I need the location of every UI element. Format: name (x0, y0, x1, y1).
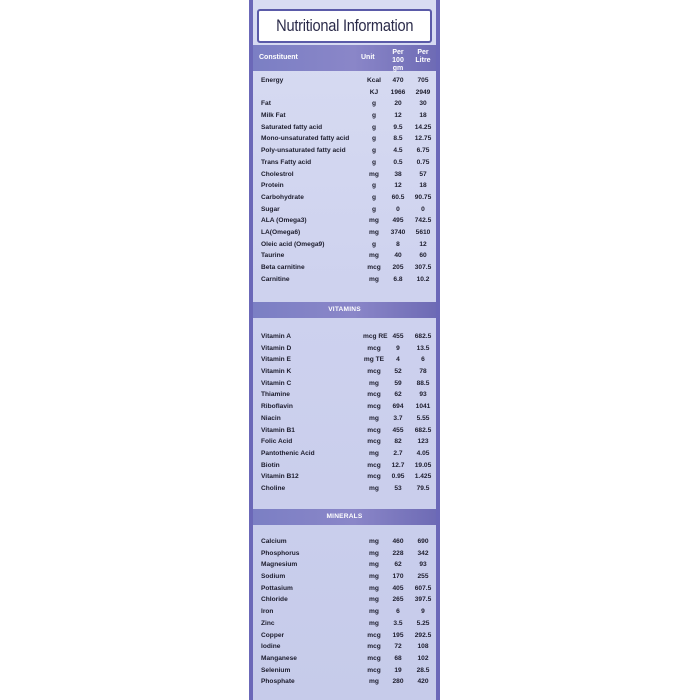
nutrition-panel (249, 0, 440, 700)
value-per-100gm: 170 (392, 573, 404, 581)
nutrient-name: Energy (261, 77, 284, 84)
value-per-litre: 682.5 (414, 426, 432, 434)
nutrient-name: Beta carnitine (261, 264, 305, 271)
value-per-100gm: 62 (394, 391, 402, 399)
nutrient-unit: mcg RE (363, 333, 388, 340)
nutrient-unit: mcg (367, 368, 381, 376)
value-per-100gm: 68 (394, 654, 402, 662)
value-per-litre: 307.5 (414, 264, 432, 271)
nutrient-unit: mcg (367, 473, 381, 481)
value-per-100gm: 12 (394, 112, 402, 120)
value-per-100gm: 0.95 (391, 473, 405, 481)
value-per-100gm: 1966 (390, 88, 406, 96)
nutrient-name: Milk Fat (261, 112, 286, 120)
nutrient-unit: g (371, 112, 377, 120)
nutrient-name: Vitamin E (261, 356, 291, 364)
header-unit: Unit (361, 54, 375, 61)
nutrient-unit: mg (369, 549, 379, 557)
value-per-100gm: 228 (392, 549, 404, 557)
value-per-litre: 10.2 (416, 275, 430, 283)
nutrient-name: Vitamin B1 (261, 426, 295, 434)
value-per-litre: 6 (421, 356, 425, 364)
value-per-litre: 1041 (415, 403, 431, 411)
value-per-litre: 14.25 (414, 123, 432, 131)
nutrient-unit: g (371, 240, 377, 248)
value-per-100gm: 2.7 (393, 449, 403, 457)
nutrient-unit: g (371, 193, 377, 201)
table-row (253, 274, 436, 286)
value-per-100gm: 4 (396, 356, 400, 364)
nutrient-name: LA(Omega6) (261, 228, 301, 236)
table-row (253, 448, 436, 460)
table-row (253, 354, 436, 366)
nutrient-unit: mg (369, 275, 379, 283)
table-row (253, 192, 436, 204)
nutrient-name: Niacin (261, 414, 281, 422)
value-per-100gm: 72 (394, 643, 402, 651)
value-per-100gm: 6 (396, 608, 400, 616)
nutrient-name: Carbohydrate (261, 193, 304, 201)
value-per-100gm: 3.5 (393, 619, 403, 627)
nutrient-name: Carnitine (261, 275, 290, 283)
value-per-100gm: 53 (394, 484, 402, 492)
nutrient-name: Thiamine (261, 391, 290, 399)
table-row (253, 378, 436, 390)
value-per-100gm: 19 (394, 666, 402, 674)
value-per-litre: 9 (421, 608, 425, 616)
nutrient-unit: mg (369, 449, 379, 457)
value-per-100gm: 82 (394, 438, 402, 446)
table-row (253, 366, 436, 378)
nutrient-unit: mg (369, 484, 379, 492)
nutrient-name: Saturated fatty acid (261, 123, 323, 131)
value-per-litre: 12.75 (414, 135, 432, 143)
nutrient-name: Vitamin B12 (261, 473, 299, 481)
table-row (253, 110, 436, 122)
value-per-litre: 12 (419, 240, 427, 248)
minerals-list (253, 536, 436, 688)
value-per-litre: 18 (419, 182, 427, 190)
value-per-100gm: 265 (392, 596, 404, 604)
value-per-100gm: 0 (396, 205, 400, 213)
nutrient-name: Poly-unsaturated fatty acid (261, 147, 346, 155)
value-per-100gm: 280 (392, 678, 404, 686)
nutrient-unit: mcg (367, 403, 381, 411)
value-per-100gm: 52 (394, 368, 402, 376)
nutrient-name: Manganese (261, 654, 297, 662)
value-per-litre: 88.5 (416, 379, 430, 387)
table-row (253, 331, 436, 343)
value-per-litre: 607.5 (414, 584, 432, 592)
value-per-litre: 108 (417, 643, 429, 651)
value-per-100gm: 8.5 (393, 135, 403, 143)
value-per-100gm: 470 (392, 77, 404, 84)
table-row (253, 215, 436, 227)
value-per-litre: 60 (419, 252, 427, 260)
table-row (253, 401, 436, 413)
value-per-100gm: 455 (392, 426, 404, 434)
value-per-100gm: 59 (394, 379, 402, 387)
table-row (253, 389, 436, 401)
value-per-100gm: 60.5 (391, 193, 405, 201)
value-per-litre: 5.25 (416, 619, 430, 627)
table-row (253, 87, 436, 99)
nutrient-name: Vitamin D (261, 344, 292, 352)
value-per-100gm: 9 (396, 344, 400, 352)
table-row (253, 676, 436, 688)
nutrient-name: Pantothenic Acid (261, 449, 315, 457)
nutrient-name: Vitamin K (261, 368, 292, 376)
table-row (253, 169, 436, 181)
vitamins-list (253, 331, 436, 495)
value-per-litre: 13.5 (416, 344, 430, 352)
nutrient-name: Iron (261, 608, 274, 616)
nutrient-unit: mg (369, 584, 379, 592)
nutrient-unit: mcg (367, 461, 381, 469)
nutrient-name: Protein (261, 182, 284, 190)
value-per-litre: 397.5 (414, 596, 432, 604)
value-per-litre: 0.75 (416, 158, 430, 166)
nutrient-unit: mg (369, 170, 379, 178)
nutrient-unit: mcg (367, 631, 381, 639)
value-per-100gm: 6.8 (393, 275, 403, 283)
value-per-litre: 292.5 (414, 631, 432, 639)
table-row (253, 239, 436, 251)
nutrient-unit: mcg (367, 654, 381, 662)
nutrient-name: Sodium (261, 573, 286, 581)
value-per-litre: 78 (419, 368, 427, 376)
nutrient-name: Fat (261, 100, 271, 108)
nutrient-name: Vitamin C (261, 379, 292, 387)
table-header (253, 45, 436, 71)
table-row (253, 536, 436, 548)
value-per-litre: 1.425 (414, 473, 432, 481)
value-per-100gm: 62 (394, 561, 402, 569)
nutrient-name: Chloride (261, 596, 288, 604)
nutrient-unit: mg (369, 217, 379, 225)
value-per-100gm: 0.5 (393, 158, 403, 166)
value-per-100gm: 4.5 (393, 147, 403, 155)
value-per-litre: 93 (419, 391, 427, 399)
nutrient-unit: mg (369, 228, 379, 236)
table-row (253, 413, 436, 425)
title-box (257, 9, 432, 43)
nutrient-name: Calcium (261, 538, 287, 545)
nutrient-unit: mcg (367, 344, 381, 352)
nutrient-name: Phosphorus (261, 549, 300, 557)
value-per-100gm: 460 (392, 538, 404, 545)
value-per-litre: 5.55 (416, 414, 430, 422)
nutrient-name: ALA (Omega3) (261, 217, 307, 225)
nutrient-name: Iodine (261, 643, 281, 651)
value-per-litre: 18 (419, 112, 427, 120)
nutrient-unit: mg (369, 573, 379, 581)
table-row (253, 641, 436, 653)
value-per-litre: 2949 (415, 88, 431, 96)
value-per-litre: 0 (421, 205, 425, 213)
nutrient-unit: mcg (367, 666, 381, 674)
value-per-litre: 742.5 (414, 217, 432, 225)
table-row (253, 559, 436, 571)
value-per-100gm: 195 (392, 631, 404, 639)
nutrient-name: Selenium (261, 666, 291, 674)
nutrient-unit: g (371, 182, 377, 190)
table-row (253, 250, 436, 262)
nutrient-name: Choline (261, 484, 286, 492)
table-row (253, 665, 436, 677)
table-row (253, 145, 436, 157)
nutrient-unit: g (371, 158, 377, 166)
value-per-100gm: 495 (392, 217, 404, 225)
table-row (253, 583, 436, 595)
value-per-100gm: 3.7 (393, 414, 403, 422)
nutrient-unit: mcg (367, 438, 381, 446)
nutrient-unit: mg (369, 538, 379, 545)
nutrient-unit: g (371, 123, 377, 131)
nutrient-unit: mg (369, 608, 379, 616)
table-row (253, 227, 436, 239)
table-row (253, 262, 436, 274)
nutrient-unit: mcg (367, 391, 381, 399)
table-row (253, 436, 436, 448)
nutrient-unit: mcg (367, 426, 381, 434)
page-title: Nutritional Information (275, 16, 414, 35)
value-per-litre: 682.5 (414, 333, 432, 340)
value-per-litre: 102 (417, 654, 429, 662)
table-row (253, 343, 436, 355)
value-per-100gm: 12 (394, 182, 402, 190)
value-per-100gm: 8 (396, 240, 400, 248)
value-per-litre: 93 (419, 561, 427, 569)
nutrient-unit: mg (369, 414, 379, 422)
value-per-100gm: 694 (392, 403, 404, 411)
nutrient-name: Biotin (261, 461, 280, 469)
table-row (253, 630, 436, 642)
nutrient-name: Trans Fatty acid (261, 158, 312, 166)
minerals-header: MINERALS (253, 509, 436, 525)
value-per-litre: 4.05 (416, 449, 430, 457)
nutrient-name: Phosphate (261, 678, 295, 686)
table-row (253, 618, 436, 630)
nutrient-name: Vitamin A (261, 333, 292, 340)
value-per-litre: 342 (417, 549, 429, 557)
value-per-litre: 123 (417, 438, 429, 446)
nutrient-name: Copper (261, 631, 285, 639)
nutrient-name: Folic Acid (261, 438, 293, 446)
value-per-litre: 705 (417, 77, 429, 84)
table-row (253, 548, 436, 560)
nutrient-name: Sugar (261, 205, 280, 213)
table-row (253, 471, 436, 483)
nutrient-unit: mcg (367, 643, 381, 651)
table-row (253, 204, 436, 216)
table-row (253, 571, 436, 583)
table-row (253, 75, 436, 87)
nutrient-name: Magnesium (261, 561, 298, 569)
table-row (253, 180, 436, 192)
value-per-100gm: 20 (394, 100, 402, 108)
value-per-litre: 57 (419, 170, 427, 178)
table-row (253, 606, 436, 618)
nutrient-name: Cholestrol (261, 170, 294, 178)
table-row (253, 157, 436, 169)
value-per-100gm: 38 (394, 170, 402, 178)
nutrient-unit: g (371, 147, 377, 155)
header-constituent: Constituent (259, 54, 298, 61)
value-per-litre: 28.5 (416, 666, 430, 674)
nutrient-unit: mg (369, 561, 379, 569)
nutrient-name: Riboflavin (261, 403, 293, 411)
table-row (253, 483, 436, 495)
nutrient-unit: g (371, 135, 377, 143)
nutrient-unit: mcg (367, 264, 381, 271)
nutrient-unit: mg (369, 678, 379, 686)
nutrient-unit: mg (369, 619, 379, 627)
value-per-100gm: 405 (392, 584, 404, 592)
header-per-litre: Per Litre (415, 49, 431, 64)
value-per-100gm: 205 (392, 264, 404, 271)
table-row (253, 98, 436, 110)
value-per-litre: 5610 (415, 228, 431, 236)
nutrient-unit: mg TE (363, 356, 385, 364)
nutrient-unit: mg (369, 596, 379, 604)
value-per-litre: 420 (417, 678, 429, 686)
table-row (253, 122, 436, 134)
value-per-100gm: 9.5 (393, 123, 403, 131)
nutrient-unit: mg (369, 252, 379, 260)
nutrient-unit: KJ (369, 88, 379, 96)
value-per-litre: 690 (417, 538, 429, 545)
nutrient-unit: g (371, 100, 377, 108)
vitamins-header: VITAMINS (253, 302, 436, 318)
nutrient-name: Pottasium (261, 584, 293, 592)
nutrient-unit: g (371, 205, 377, 213)
nutrient-unit: Kcal (367, 77, 381, 84)
value-per-100gm: 12.7 (391, 461, 405, 469)
value-per-litre: 255 (417, 573, 429, 581)
value-per-litre: 30 (419, 100, 427, 108)
table-row (253, 460, 436, 472)
table-row (253, 425, 436, 437)
value-per-litre: 19.05 (414, 461, 432, 469)
table-row (253, 133, 436, 145)
table-row (253, 653, 436, 665)
value-per-litre: 90.75 (414, 193, 432, 201)
table-row (253, 594, 436, 606)
value-per-100gm: 455 (392, 333, 404, 340)
nutrient-name: Oleic acid (Omega9) (261, 240, 325, 248)
nutrient-unit: mg (369, 379, 379, 387)
value-per-litre: 79.5 (416, 484, 430, 492)
nutrient-name: Mono-unsaturated fatty acid (261, 135, 350, 143)
header-per-100gm: Per 100 gm (392, 49, 404, 72)
value-per-100gm: 40 (394, 252, 402, 260)
nutrient-name: Zinc (261, 619, 275, 627)
value-per-litre: 6.75 (416, 147, 430, 155)
general-nutrients-list (253, 75, 436, 285)
nutrient-name: Taurine (261, 252, 285, 260)
value-per-100gm: 3740 (390, 228, 406, 236)
